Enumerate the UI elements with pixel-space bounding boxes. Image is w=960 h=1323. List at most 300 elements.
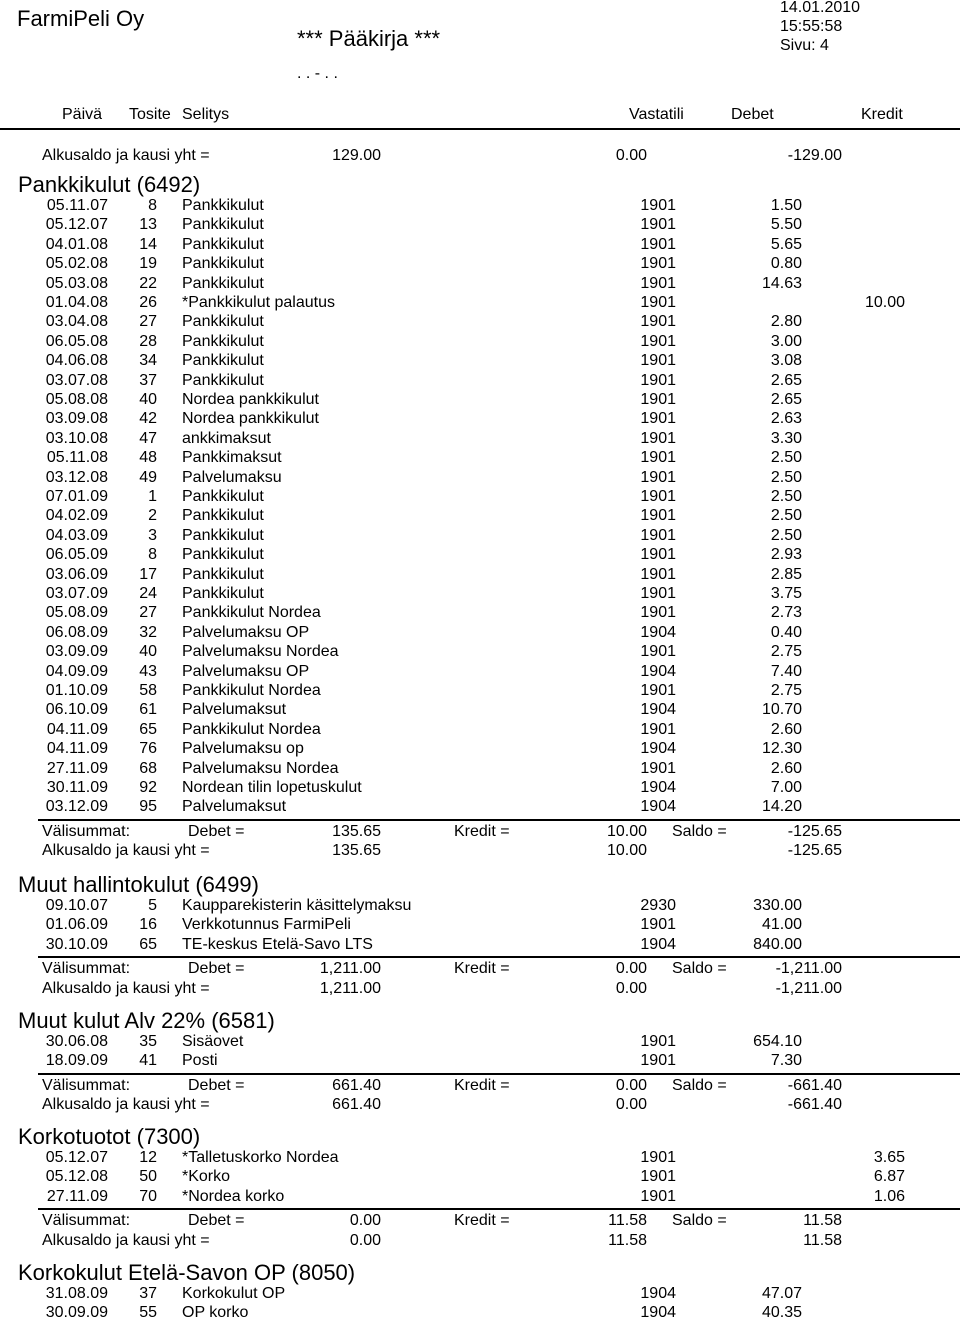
account-title: Muut hallintokulut (6499) — [18, 872, 259, 897]
entry-date: 18.09.09 — [45, 1052, 108, 1070]
entry-date: 05.08.09 — [45, 604, 108, 622]
entry-voucher: 55 — [139, 1304, 157, 1322]
entry-date: 05.03.08 — [45, 274, 108, 292]
subtotal-credit: 0.00 — [615, 960, 647, 978]
entry-contra-account: 1901 — [640, 1033, 676, 1050]
entry-date: 01.06.09 — [45, 916, 108, 934]
subtotal-saldo-label: Saldo = — [672, 822, 727, 840]
entry-description: Pankkikulut — [182, 274, 264, 292]
entry-voucher: 5 — [148, 897, 157, 914]
entry-date: 06.08.09 — [45, 623, 108, 641]
ledger-row — [0, 196, 960, 215]
subtotal-credit-label: Kredit = — [454, 960, 510, 978]
entry-description: Kaupparekisterin käsittelymaksu — [182, 897, 412, 914]
ledger-row — [0, 1187, 960, 1206]
entry-contra-account: 1901 — [640, 546, 676, 564]
entry-date: 05.12.07 — [45, 1149, 108, 1166]
entry-debit: 3.30 — [770, 429, 802, 447]
entry-debit: 0.80 — [770, 255, 802, 273]
entry-description: Pankkikulut — [182, 488, 264, 505]
entry-voucher: 47 — [139, 429, 157, 447]
balance-total: -661.40 — [787, 1096, 842, 1114]
entry-debit: 654.10 — [753, 1033, 802, 1050]
entry-voucher: 16 — [139, 916, 157, 934]
entry-debit: 1.50 — [770, 197, 802, 214]
entry-contra-account: 1904 — [640, 623, 676, 641]
section-rule — [38, 1208, 960, 1210]
entry-description: Pankkikulut Nordea — [182, 604, 321, 622]
entry-contra-account: 1904 — [640, 701, 676, 719]
entry-debit: 2.65 — [770, 391, 802, 408]
entry-voucher: 24 — [139, 585, 157, 602]
entry-description: Nordean tilin lopetuskulut — [182, 779, 362, 796]
entry-voucher: 65 — [139, 935, 157, 953]
balance-label: Alkusaldo ja kausi yht = — [42, 1096, 210, 1114]
entry-contra-account: 1901 — [640, 255, 676, 273]
entry-contra-account: 2930 — [640, 897, 676, 914]
entry-date: 05.11.08 — [46, 449, 108, 467]
entry-voucher: 70 — [139, 1187, 157, 1205]
entry-voucher: 61 — [139, 701, 157, 719]
entry-contra-account: 1901 — [640, 643, 676, 661]
entry-credit: 3.65 — [873, 1149, 905, 1166]
ledger-row — [0, 1284, 960, 1303]
account-title: Korkotuotot (7300) — [18, 1124, 201, 1149]
entry-debit: 2.63 — [770, 410, 802, 428]
ledger-row — [0, 526, 960, 545]
account-heading — [0, 172, 960, 198]
closing-balance-row — [0, 1231, 960, 1250]
account-heading — [0, 1260, 960, 1286]
balance-label: Alkusaldo ja kausi yht = — [42, 147, 210, 164]
entry-contra-account: 1901 — [640, 1052, 676, 1070]
ledger-row — [0, 429, 960, 448]
entry-debit: 5.65 — [770, 235, 802, 253]
entry-voucher: 40 — [139, 391, 157, 408]
entry-description: Pankkikulut — [182, 585, 264, 602]
ledger-row — [0, 623, 960, 642]
subtotal-credit-label: Kredit = — [454, 1076, 510, 1094]
entry-description: Pankkikulut — [182, 352, 264, 370]
col-credit: Kredit — [861, 106, 903, 123]
entry-date: 01.04.08 — [45, 294, 108, 311]
entry-description: Palvelumaksu Nordea — [182, 643, 339, 661]
entry-date: 03.09.08 — [45, 410, 108, 428]
subtotal-credit: 11.58 — [608, 1212, 647, 1230]
entry-voucher: 50 — [139, 1168, 157, 1186]
entry-description: Palvelumaksu op — [182, 740, 304, 758]
entry-date: 05.12.07 — [45, 216, 108, 234]
entry-debit: 2.75 — [770, 643, 802, 661]
ledger-row — [0, 1167, 960, 1186]
subtotal-debit: 661.40 — [332, 1076, 381, 1094]
entry-debit: 2.65 — [770, 371, 802, 389]
ledger-row — [0, 603, 960, 622]
print-date: 14.01.2010 — [780, 0, 861, 16]
entry-contra-account: 1901 — [640, 526, 676, 544]
entry-description: Pankkikulut — [182, 255, 264, 273]
ledger-row — [0, 720, 960, 739]
entry-voucher: 76 — [139, 740, 157, 758]
subtotal-row — [0, 1211, 960, 1230]
balance-total: -129.00 — [787, 147, 842, 164]
ledger-row — [0, 487, 960, 506]
account-heading — [0, 1124, 960, 1150]
closing-balance-row — [0, 841, 960, 860]
entry-credit: 6.87 — [873, 1168, 905, 1186]
entry-description: *Pankkikulut palautus — [182, 294, 335, 311]
entry-date: 30.09.09 — [45, 1304, 108, 1322]
entry-description: Posti — [182, 1052, 218, 1070]
subtotal-label: Välisummat: — [42, 1076, 131, 1094]
ledger-row — [0, 642, 960, 661]
entry-voucher: 48 — [139, 449, 157, 467]
balance-credit: 0.00 — [615, 147, 647, 164]
entry-voucher: 3 — [148, 526, 157, 544]
balance-total: 11.58 — [803, 1231, 842, 1249]
col-voucher: Tosite — [129, 106, 171, 123]
subtotal-debit-label: Debet = — [188, 1212, 245, 1230]
subtotal-row — [0, 1076, 960, 1095]
entry-debit: 2.85 — [770, 565, 802, 583]
entry-contra-account: 1901 — [640, 585, 676, 602]
entry-description: Pankkikulut — [182, 546, 264, 564]
entry-voucher: 27 — [139, 313, 157, 331]
entry-date: 05.02.08 — [45, 255, 108, 273]
entry-description: Pankkikulut Nordea — [182, 682, 321, 699]
entry-contra-account: 1901 — [640, 410, 676, 428]
entry-description: Palvelumaksu OP — [182, 662, 310, 680]
entry-debit: 2.80 — [770, 313, 802, 331]
entry-description: *Talletuskorko Nordea — [182, 1149, 339, 1166]
entry-debit: 7.40 — [770, 662, 802, 680]
entry-contra-account: 1904 — [640, 1285, 676, 1302]
subtotal-saldo-label: Saldo = — [672, 1212, 727, 1230]
entry-voucher: 8 — [148, 197, 157, 214]
entry-contra-account: 1904 — [640, 740, 676, 758]
entry-date: 03.07.09 — [45, 585, 108, 602]
entry-contra-account: 1901 — [640, 352, 676, 370]
section-rule — [38, 956, 960, 958]
ledger-row — [0, 332, 960, 351]
entry-description: Pankkikulut — [182, 332, 264, 350]
entry-debit: 2.60 — [770, 759, 802, 777]
balance-debit: 129.00 — [332, 147, 381, 164]
balance-label: Alkusaldo ja kausi yht = — [42, 842, 210, 860]
entry-date: 30.10.09 — [45, 935, 108, 953]
ledger-row — [0, 506, 960, 525]
account-heading — [0, 1008, 960, 1034]
entry-debit: 2.50 — [770, 488, 802, 505]
ledger-row — [0, 700, 960, 719]
subtotal-saldo: 11.58 — [803, 1212, 842, 1230]
entry-description: Pankkimaksut — [182, 449, 282, 467]
entry-debit: 12.30 — [761, 740, 802, 758]
entry-debit: 14.63 — [761, 274, 802, 292]
entry-voucher: 92 — [139, 779, 157, 796]
entry-description: Sisäovet — [182, 1033, 244, 1050]
entry-description: *Korko — [182, 1168, 231, 1186]
entry-contra-account: 1901 — [640, 682, 676, 699]
entry-description: Palvelumaksut — [182, 701, 287, 719]
entry-voucher: 49 — [139, 468, 157, 486]
entry-date: 03.12.08 — [45, 468, 108, 486]
balance-debit: 1,211.00 — [319, 979, 381, 997]
entry-debit: 10.70 — [761, 701, 802, 719]
entry-debit: 14.20 — [761, 798, 802, 816]
entry-voucher: 14 — [139, 235, 157, 253]
entry-contra-account: 1901 — [640, 507, 676, 525]
col-description: Selitys — [182, 106, 230, 123]
entry-voucher: 2 — [148, 507, 157, 525]
entry-voucher: 34 — [139, 352, 157, 370]
entry-description: Nordea pankkikulut — [182, 410, 319, 428]
subtotal-label: Välisummat: — [42, 822, 131, 840]
ledger-row — [0, 390, 960, 409]
entry-voucher: 95 — [139, 798, 157, 816]
entry-contra-account: 1901 — [640, 604, 676, 622]
balance-total: -1,211.00 — [775, 979, 842, 997]
entry-contra-account: 1901 — [640, 235, 676, 253]
entry-contra-account: 1901 — [640, 216, 676, 234]
entry-contra-account: 1901 — [640, 1168, 676, 1186]
entry-debit: 40.35 — [761, 1304, 802, 1322]
entry-date: 06.05.09 — [45, 546, 108, 564]
page-number: Sivu: 4 — [780, 37, 829, 54]
entry-description: Pankkikulut Nordea — [182, 720, 321, 738]
balance-label: Alkusaldo ja kausi yht = — [42, 1231, 210, 1249]
ledger-row — [0, 293, 960, 312]
subtotal-credit-label: Kredit = — [454, 1212, 510, 1230]
entry-voucher: 22 — [139, 274, 157, 292]
entry-description: Pankkikulut — [182, 216, 264, 234]
entry-contra-account: 1904 — [640, 779, 676, 796]
entry-debit: 2.50 — [770, 507, 802, 525]
entry-description: OP korko — [182, 1304, 249, 1322]
ledger-row — [0, 584, 960, 603]
entry-description: ankkimaksut — [182, 429, 271, 447]
entry-description: *Nordea korko — [182, 1187, 285, 1205]
entry-date: 03.07.08 — [45, 371, 108, 389]
ledger-row — [0, 448, 960, 467]
entry-date: 09.10.07 — [45, 897, 108, 914]
entry-voucher: 68 — [139, 759, 157, 777]
entry-date: 05.08.08 — [45, 391, 108, 408]
entry-voucher: 19 — [139, 255, 157, 273]
entry-date: 31.08.09 — [45, 1285, 108, 1302]
entry-contra-account: 1901 — [640, 391, 676, 408]
col-debit: Debet — [731, 106, 774, 123]
entry-description: Pankkikulut — [182, 235, 264, 253]
entry-debit: 3.75 — [770, 585, 802, 602]
entry-date: 04.03.09 — [45, 526, 108, 544]
entry-contra-account: 1901 — [640, 759, 676, 777]
opening-balance-row — [0, 146, 960, 165]
entry-date: 05.11.07 — [46, 197, 108, 214]
subtotal-row — [0, 959, 960, 978]
ledger-row — [0, 935, 960, 954]
entry-date: 03.04.08 — [45, 313, 108, 331]
entry-date: 05.12.08 — [45, 1168, 108, 1186]
entry-description: Korkokulut OP — [182, 1285, 286, 1302]
subtotal-saldo-label: Saldo = — [672, 960, 727, 978]
ledger-row — [0, 545, 960, 564]
entry-voucher: 1 — [148, 488, 157, 505]
entry-debit: 41.00 — [761, 916, 802, 934]
report-title: *** Pääkirja *** — [297, 26, 441, 51]
entry-debit: 47.07 — [761, 1285, 802, 1302]
subtotal-label: Välisummat: — [42, 960, 131, 978]
ledger-row — [0, 759, 960, 778]
subtotal-debit-label: Debet = — [188, 822, 245, 840]
ledger-row — [0, 1148, 960, 1167]
entry-voucher: 28 — [139, 332, 157, 350]
entry-date: 03.10.08 — [45, 429, 108, 447]
entry-credit: 10.00 — [864, 294, 905, 311]
entry-description: Palvelumaksu — [182, 468, 282, 486]
balance-credit: 11.58 — [608, 1231, 647, 1249]
ledger-row — [0, 778, 960, 797]
report-period: . . - . . — [297, 65, 338, 82]
entry-contra-account: 1901 — [640, 371, 676, 389]
balance-total: -125.65 — [787, 842, 842, 860]
subtotal-saldo: -1,211.00 — [775, 960, 842, 978]
entry-voucher: 8 — [148, 546, 157, 564]
ledger-row — [0, 274, 960, 293]
entry-contra-account: 1901 — [640, 916, 676, 934]
balance-credit: 10.00 — [606, 842, 647, 860]
ledger-row — [0, 215, 960, 234]
entry-description: Verkkotunnus FarmiPeli — [182, 916, 351, 934]
subtotal-credit: 0.00 — [615, 1076, 647, 1094]
entry-description: Pankkikulut — [182, 565, 264, 583]
print-time: 15:55:58 — [780, 18, 843, 35]
col-contra-account: Vastatili — [629, 106, 684, 123]
account-title: Muut kulut Alv 22% (6581) — [18, 1008, 275, 1033]
section-rule — [38, 1073, 960, 1075]
subtotal-label: Välisummat: — [42, 1212, 131, 1230]
ledger-row — [0, 915, 960, 934]
closing-balance-row — [0, 979, 960, 998]
entry-description: Pankkikulut — [182, 371, 264, 389]
entry-contra-account: 1901 — [640, 294, 676, 311]
entry-contra-account: 1901 — [640, 720, 676, 738]
entry-debit: 5.50 — [770, 216, 802, 234]
balance-credit: 0.00 — [615, 1096, 647, 1114]
subtotal-saldo: -125.65 — [787, 822, 842, 840]
entry-voucher: 35 — [139, 1033, 157, 1050]
entry-description: Pankkikulut — [182, 507, 264, 525]
ledger-row — [0, 739, 960, 758]
subtotal-credit-label: Kredit = — [454, 822, 510, 840]
entry-date: 04.11.09 — [46, 720, 108, 738]
entry-debit: 2.50 — [770, 449, 802, 467]
entry-debit: 3.08 — [770, 352, 802, 370]
entry-date: 03.06.09 — [45, 565, 108, 583]
subtotal-debit-label: Debet = — [188, 1076, 245, 1094]
entry-voucher: 12 — [139, 1149, 157, 1166]
entry-description: Pankkikulut — [182, 197, 264, 214]
ledger-row — [0, 1032, 960, 1051]
entry-voucher: 37 — [139, 371, 157, 389]
entry-voucher: 65 — [139, 720, 157, 738]
ledger-row — [0, 254, 960, 273]
entry-contra-account: 1901 — [640, 274, 676, 292]
entry-voucher: 17 — [139, 565, 157, 583]
balance-debit: 0.00 — [349, 1231, 381, 1249]
ledger-row — [0, 681, 960, 700]
closing-balance-row — [0, 1095, 960, 1114]
entry-date: 06.10.09 — [45, 701, 108, 719]
ledger-row — [0, 409, 960, 428]
entry-voucher: 42 — [139, 410, 157, 428]
entry-voucher: 32 — [139, 623, 157, 641]
entry-description: Pankkikulut — [182, 526, 264, 544]
entry-voucher: 26 — [139, 294, 157, 311]
entry-voucher: 41 — [139, 1052, 157, 1070]
entry-debit: 2.50 — [770, 526, 802, 544]
entry-contra-account: 1904 — [640, 798, 676, 816]
subtotal-debit: 1,211.00 — [319, 960, 381, 978]
subtotal-row — [0, 822, 960, 841]
section-rule — [38, 819, 960, 821]
entry-voucher: 43 — [139, 662, 157, 680]
entry-description: Palvelumaksu Nordea — [182, 759, 339, 777]
entry-date: 07.01.09 — [45, 488, 108, 505]
entry-debit: 3.00 — [770, 332, 802, 350]
entry-description: Nordea pankkikulut — [182, 391, 319, 408]
ledger-row — [0, 1051, 960, 1070]
entry-date: 06.05.08 — [45, 332, 108, 350]
entry-date: 04.11.09 — [46, 740, 108, 758]
entry-date: 01.10.09 — [45, 682, 108, 699]
entry-debit: 330.00 — [753, 897, 802, 914]
subtotal-debit: 135.65 — [332, 822, 381, 840]
entry-voucher: 13 — [139, 216, 157, 234]
balance-debit: 661.40 — [332, 1096, 381, 1114]
company-name: FarmiPeli Oy — [17, 6, 145, 31]
entry-voucher: 27 — [139, 604, 157, 622]
entry-date: 03.09.09 — [45, 643, 108, 661]
entry-date: 04.06.08 — [45, 352, 108, 370]
balance-credit: 0.00 — [615, 979, 647, 997]
entry-description: Palvelumaksut — [182, 798, 287, 816]
ledger-row — [0, 662, 960, 681]
entry-contra-account: 1904 — [640, 1304, 676, 1322]
subtotal-saldo: -661.40 — [787, 1076, 842, 1094]
subtotal-debit-label: Debet = — [188, 960, 245, 978]
entry-debit: 2.50 — [770, 468, 802, 486]
entry-voucher: 40 — [139, 643, 157, 661]
entry-contra-account: 1901 — [640, 488, 676, 505]
entry-description: Pankkikulut — [182, 313, 264, 331]
entry-description: TE-keskus Etelä-Savo LTS — [182, 935, 373, 953]
entry-debit: 7.00 — [770, 779, 802, 796]
entry-description: Palvelumaksu OP — [182, 623, 310, 641]
balance-debit: 135.65 — [332, 842, 381, 860]
balance-label: Alkusaldo ja kausi yht = — [42, 979, 210, 997]
entry-date: 04.01.08 — [45, 235, 108, 253]
entry-date: 27.11.09 — [46, 759, 108, 777]
entry-debit: 7.30 — [770, 1052, 802, 1070]
entry-date: 27.11.09 — [46, 1187, 108, 1205]
col-date: Päivä — [62, 106, 103, 123]
subtotal-debit: 0.00 — [349, 1212, 381, 1230]
entry-contra-account: 1901 — [640, 1187, 676, 1205]
entry-debit: 2.93 — [770, 546, 802, 564]
ledger-row — [0, 797, 960, 816]
ledger-row — [0, 351, 960, 370]
